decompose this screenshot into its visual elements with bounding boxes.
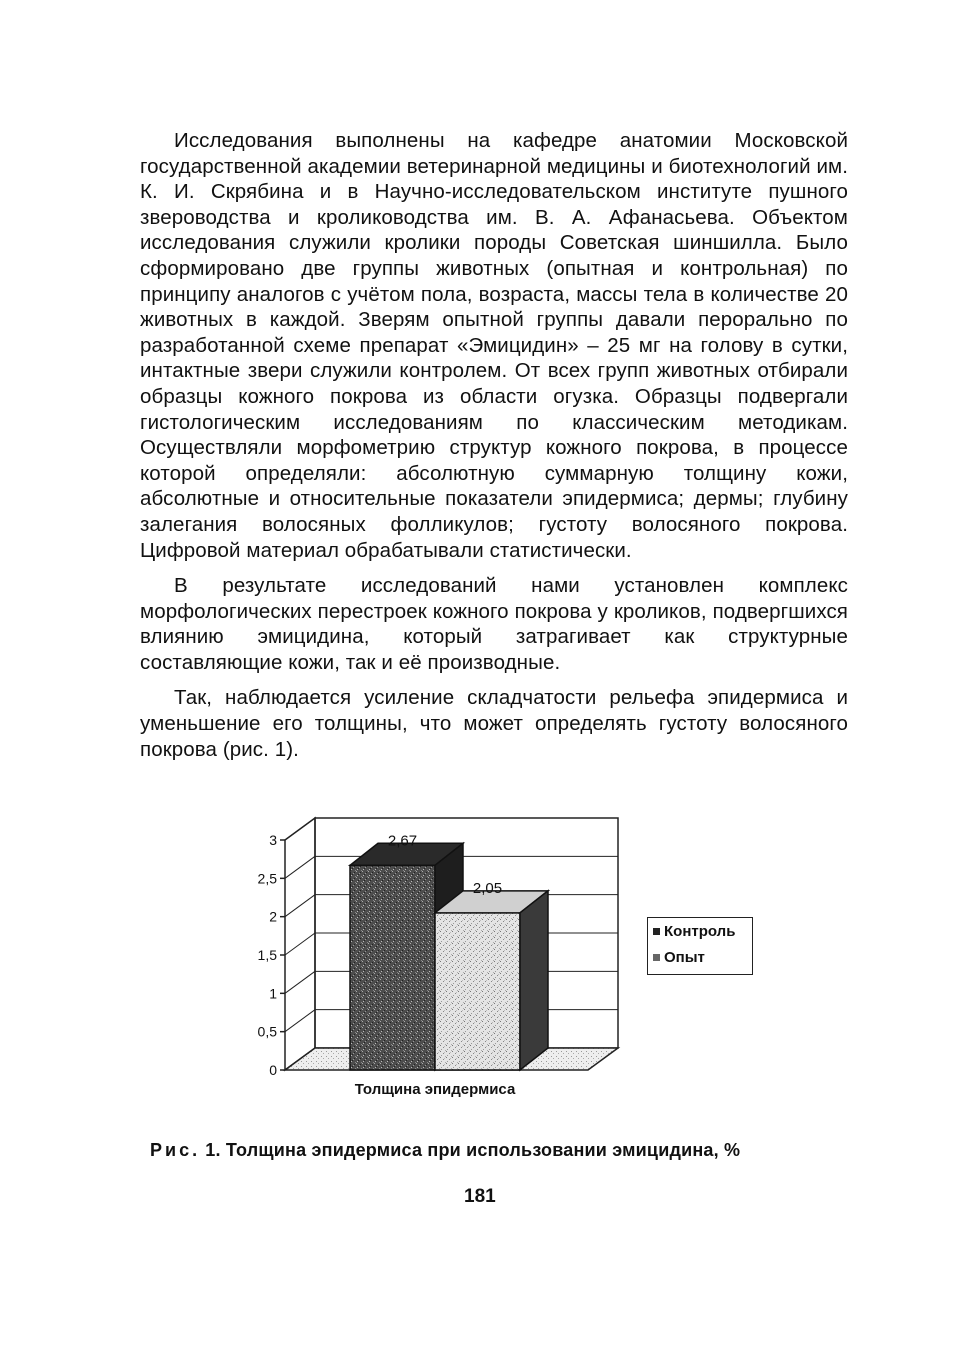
gridline-side: [285, 856, 315, 878]
data-label-control: 2,67: [387, 832, 418, 850]
chart-legend: [647, 917, 753, 975]
y-axis-ticks: [258, 832, 285, 1078]
bar-experiment: [435, 891, 548, 1070]
body-text: [140, 128, 848, 772]
legend-label-control: Контроль: [664, 922, 736, 940]
y-tick-label: 3: [269, 832, 277, 848]
figure-chart: [200, 805, 780, 1115]
gridline-side: [285, 933, 315, 955]
legend-item-control: [648, 918, 752, 944]
paragraph-epidermis: Так, наблюдается усиление складчатости рельефа эпидермиса и уменьшение его толщины, что может определять густоту волосяного покрова (рис. 1).: [140, 686, 848, 761]
caption-text: 1. Толщина эпидермиса при использовании эмицидина, %: [205, 1140, 741, 1160]
gridline-side: [285, 1010, 315, 1032]
x-axis-label: Толщина эпидермиса: [354, 1081, 516, 1098]
y-tick-label: 1,5: [257, 947, 277, 963]
paragraph-methods: Исследования выполнены на кафедре анатомии Московской государственной академии ветеринарной медицины и биотехнологий им. К. И. Скрябина и в Научно-исследовательском институте пушного звероводства и кролиководства им. В. А. Афанасьева. Объектом исследования служили кролики породы Советская шиншилла. Было сформировано две группы животных (опытная и контрольная) по принципу аналогов с учётом пола, возраста, массы тела в количестве 20 животных в каждой. Зверям опытной группы давали перорально по разработанной схеме препарат «Эмицидин» – 25 мг на голову в сутки, интактные звери служили контролем. От всех групп животных отбирали образцы кожного покрова из области огузка. Образцы подвергали гистологическим исследованиям по классическим методикам. Осуществляли морфометрию структур кожного покрова, в процессе которой определяли: абсолютную суммарную толщину кожи, абсолютные и относительные показатели эпидермиса; дермы; глубину залегания волосяных фолликулов; густоту волосяного покрова. Цифровой материал обрабатывали статистически.: [140, 129, 848, 562]
y-tick-label: 2,5: [257, 870, 277, 887]
gridline-side: [285, 895, 315, 917]
legend-item-experiment: [648, 944, 752, 970]
bar-side: [520, 891, 548, 1070]
legend-swatch-experiment: [653, 954, 660, 961]
y-tick-label: 0,5: [257, 1023, 277, 1040]
gridline-side: [285, 971, 315, 993]
legend-swatch-control: [653, 928, 660, 935]
figure-caption: [150, 1140, 830, 1161]
bar-front: [435, 913, 520, 1070]
caption-prefix: Рис.: [150, 1140, 201, 1160]
y-tick-label: 1: [269, 985, 277, 1002]
data-label-experiment: 2,05: [472, 879, 503, 897]
legend-label-experiment: Опыт: [664, 948, 705, 966]
y-tick-label: 0: [269, 1062, 277, 1078]
bar-front: [350, 865, 435, 1070]
page-number: 181: [464, 1186, 496, 1207]
paragraph-results: В результате исследований нами установлен комплекс морфологических перестроек кожного покрова у кроликов, подвергшихся влиянию эмицидина, который затрагивает как структурные составляющие кожи, так и её производные.: [140, 574, 848, 674]
y-tick-label: 2: [269, 908, 277, 925]
